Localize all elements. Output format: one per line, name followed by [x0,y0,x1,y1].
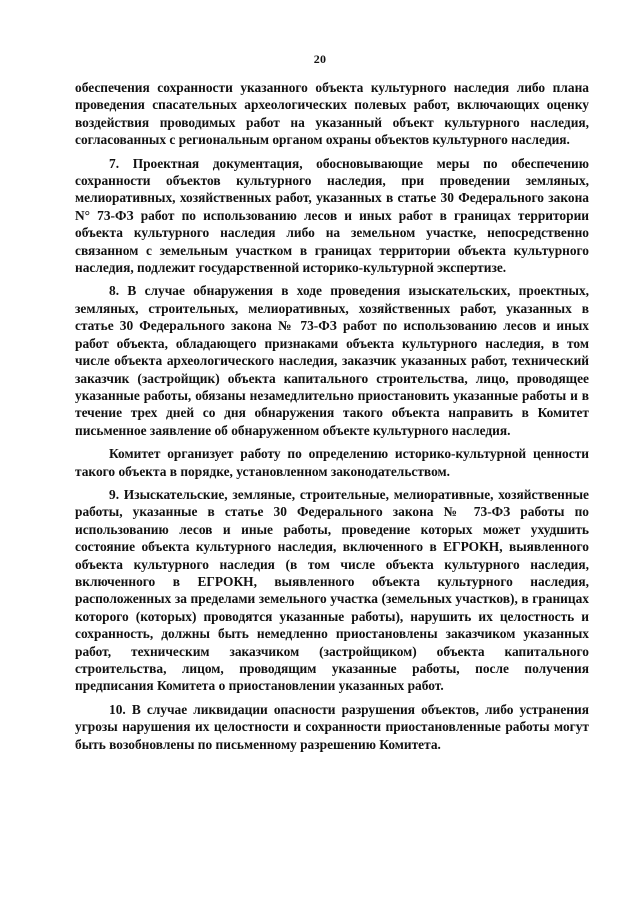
paragraph-committee: Комитет организует работу по определению историко-культурной ценности такого объекта в порядке, установленном законодательством. [75,446,589,479]
paragraph-item-8: 8. В случае обнаружения в ходе проведения изыскательских, проектных, земляных, строительных, мелиоративных, хозяйственных работ, указанных в статье 30 Федерального закона № 73-ФЗ работ по использованию лесов и иных работ объекта, обладающего признаками объекта культурного наследия, в том числе объекта археологического наследия, заказчик указанных работ, технический заказчик (застройщик) объекта капитального строительства, лицо, проводящее указанные работы, обязаны незамедлительно приостановить указанные работы и в течение трех дней со дня обнаружения такого объекта направить в Комитет письменное заявление об обнаруженном объекте культурного наследия. [75,283,589,438]
paragraph-item-10: 10. В случае ликвидации опасности разрушения объектов, либо устранения угрозы нарушения их целостности и сохранности приостановленные работы могут быть возобновлены по письменному разрешению Комитета. [75,701,589,752]
paragraph-item-7: 7. Проектная документация, обосновывающие меры по обеспечению сохранности объектов культурного наследия, при проведении земляных, мелиоративных, хозяйственных работ, указанных в статье 30 Федерального закона N° 73-ФЗ работ по использованию лесов и иных работ в границах территории объекта культурного наследия либо на земельном участке, непосредственно связанном с земельным участком в границах территории объекта культурного наследия, подлежит государственной историко-культурной экспертизе. [75,155,589,276]
paragraph-continuation: обеспечения сохранности указанного объекта культурного наследия либо плана проведения спасательных археологических полевых работ, включающих оценку воздействия проводимых работ на указанный объект культурного наследия, согласованных с региональным органом охраны объектов культурного наследия. [75,80,589,148]
page-number: 20 [313,52,327,66]
document-body [75,79,589,759]
paragraph-item-9: 9. Изыскательские, земляные, строительные, мелиоративные, хозяйственные работы, указанные в статье 30 Федерального закона № 73-ФЗ работы по использованию лесов и иные работы, проведение которых может ухудшить состояние объекта культурного наследия, включенного в ЕГРОКН, выявленного объекта культурного наследия (в том числе объекта культурного наследия, включенного в ЕГРОКН, выявленного объекта культурного наследия, расположенных за пределами земельного участка (земельных участков), в границах которого (которых) проводятся указанные работы), нарушить их целостность и сохранность, должны быть немедленно приостановлены заказчиком указанных работ, техническим заказчиком (застройщиком) объекта капитального строительства, лицом, проводящим указанные работы, после получения предписания Комитета о приостановлении указанных работ. [75,486,589,694]
